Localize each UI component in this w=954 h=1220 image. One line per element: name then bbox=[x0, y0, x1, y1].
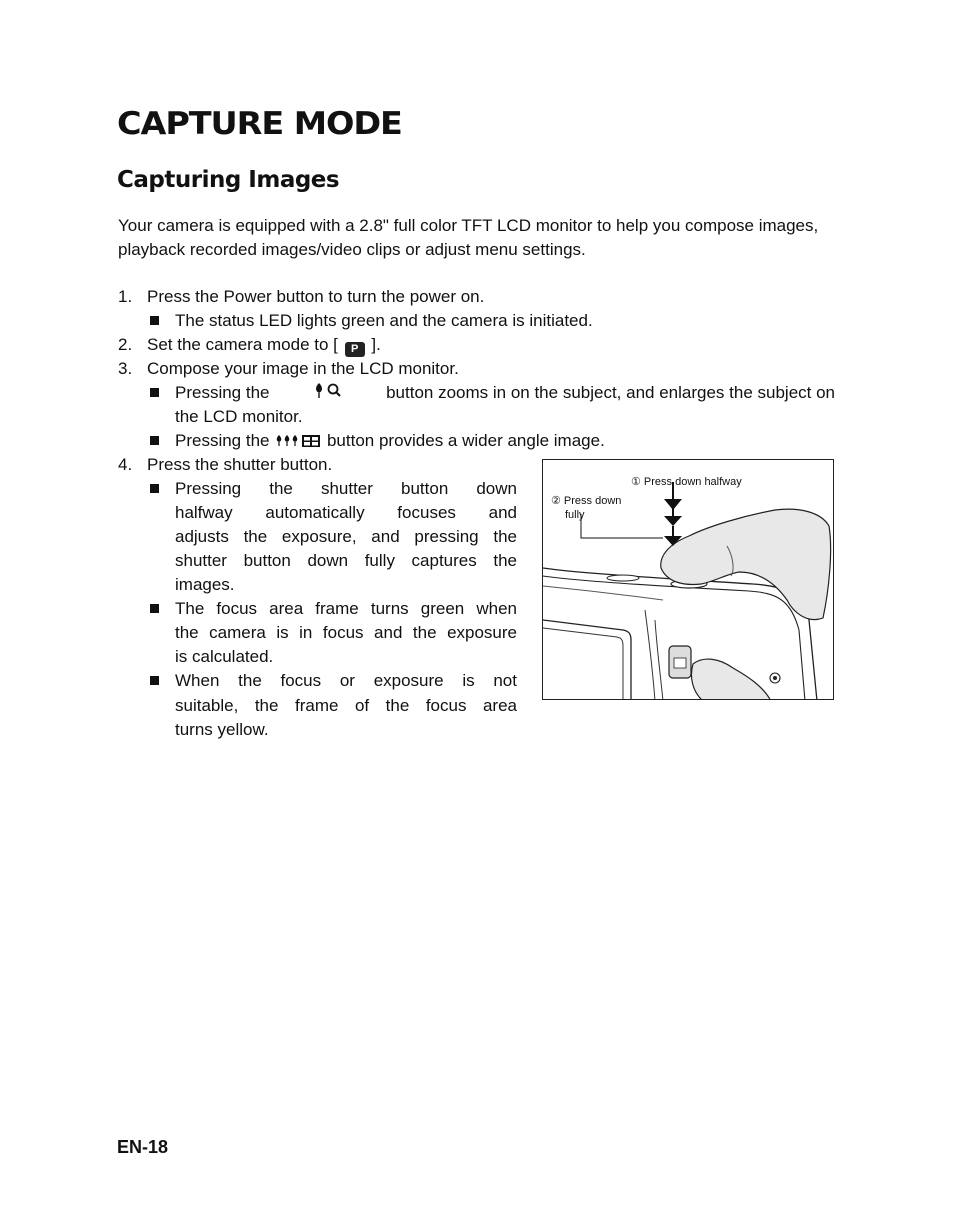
bullet-square-icon bbox=[150, 436, 159, 445]
wide-angle-zoom-icon bbox=[274, 431, 322, 447]
bullet-line: shutter button down fully captures the bbox=[175, 551, 517, 570]
telephoto-zoom-icon bbox=[312, 381, 344, 399]
bullet-square-icon bbox=[150, 388, 159, 397]
bullet-line: is calculated. bbox=[175, 647, 274, 666]
section-title: Capturing Images bbox=[117, 167, 340, 193]
bullet-text-after: button zooms in on the subject, and enlarges the subject on bbox=[386, 383, 835, 402]
step-text-after: ]. bbox=[371, 335, 381, 354]
page-title: CAPTURE MODE bbox=[117, 106, 402, 142]
bullet-line: Pressing the shutter button down bbox=[175, 479, 517, 498]
bullet-line: When the focus or exposure is not bbox=[175, 671, 517, 690]
step-text: Press the Power button to turn the power on. bbox=[147, 287, 485, 306]
bullet-line: suitable, the frame of the focus area bbox=[175, 696, 517, 715]
shutter-illustration bbox=[542, 459, 834, 700]
bullet-line: images. bbox=[175, 575, 235, 594]
press-fully-label: ② Press down bbox=[551, 495, 622, 507]
step-text: Compose your image in the LCD monitor. bbox=[147, 359, 459, 378]
bullet-square-icon bbox=[150, 316, 159, 325]
bullet-square-icon bbox=[150, 676, 159, 685]
step-text bbox=[147, 333, 381, 357]
press-fully-label-line-2: fully bbox=[565, 509, 585, 521]
step-number: 1. bbox=[118, 287, 133, 306]
step-number: 2. bbox=[118, 335, 133, 354]
bullet-line: turns yellow. bbox=[175, 720, 269, 739]
bullet-line bbox=[175, 381, 835, 405]
step-number: 3. bbox=[118, 359, 133, 378]
bullet-square-icon bbox=[150, 604, 159, 613]
bullet-line-2: the LCD monitor. bbox=[175, 407, 303, 426]
bullet-text-before: Pressing the bbox=[175, 383, 270, 402]
step-number: 4. bbox=[118, 455, 133, 474]
press-halfway-label: ① Press down halfway bbox=[631, 476, 742, 488]
bullet-line: The focus area frame turns green when bbox=[175, 599, 517, 618]
bullet-line bbox=[175, 429, 605, 453]
bullet-text: The status LED lights green and the camera is initiated. bbox=[175, 311, 593, 330]
bullet-line: adjusts the exposure, and pressing the bbox=[175, 527, 517, 546]
program-mode-icon-label: P bbox=[350, 343, 359, 355]
page-number: EN-18 bbox=[117, 1137, 169, 1157]
step-text: Press the shutter button. bbox=[147, 455, 333, 474]
bullet-text-after: button provides a wider angle image. bbox=[326, 431, 605, 450]
intro-paragraph: Your camera is equipped with a 2.8" full color TFT LCD monitor to help you compose images, playback recorded images/video clips or adjust menu settings. bbox=[118, 216, 819, 259]
bullet-square-icon bbox=[150, 484, 159, 493]
bullet-line: halfway automatically focuses and bbox=[175, 503, 517, 522]
bullet-line: the camera is in focus and the exposure bbox=[175, 623, 517, 642]
program-mode-icon bbox=[345, 342, 365, 357]
bullet-text-before: Pressing the bbox=[175, 431, 270, 450]
step-text-before: Set the camera mode to [ bbox=[147, 335, 338, 354]
